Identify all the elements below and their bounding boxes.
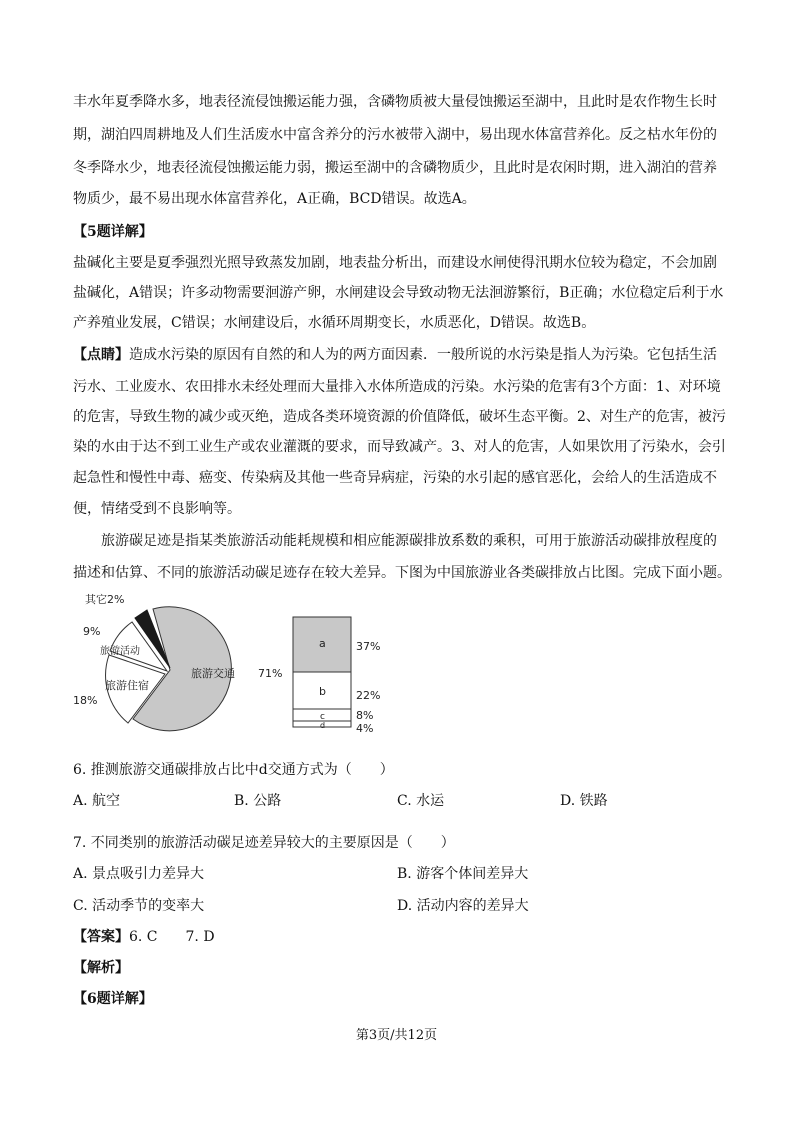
- q7-option-b: B. 游客个体间差异大: [397, 866, 529, 882]
- q5-heading: 【5题详解】: [73, 224, 153, 240]
- pie-label-activity: 旅游活动: [100, 646, 140, 657]
- bar-label-b: b: [319, 685, 326, 698]
- dianjing-label: 【点睛】: [73, 347, 129, 363]
- q7-stem: 7. 不同类别的旅游活动碳足迹差异较大的主要原因是（ ）: [73, 835, 455, 851]
- body-text-line: 起急性和慢性中毒、癌变、传染病及其他一些奇异病症，污染的水引起的感官恶化，会给人的生活造成不: [73, 470, 717, 486]
- bar-percent-d: 4%: [356, 722, 374, 735]
- pie-percent-transport: 71%: [258, 667, 283, 680]
- carbon-emission-figure: [73, 588, 403, 748]
- bar-percent-b: 22%: [356, 689, 381, 702]
- body-text-line: 便，情绪受到不良影响等。: [73, 501, 241, 517]
- q7-option-d: D. 活动内容的差异大: [397, 898, 529, 914]
- body-text-line: 冬季降水少，地表径流侵蚀搬运能力弱，搬运至湖中的含磷物质少，且此时是农闲时期，进入湖泊的营养: [73, 160, 717, 176]
- body-text-line: 期，湖泊四周耕地及人们生活废水中富含养分的污水被带入湖中，易出现水体富营养化。反之枯水年份的: [73, 127, 717, 143]
- stacked-bar: [293, 617, 380, 735]
- q6-option-d: D. 铁路: [560, 793, 608, 809]
- body-text-line: 丰水年夏季降水多，地表径流侵蚀搬运能力强，含磷物质被大量侵蚀搬运至湖中，且此时是农作物生长时: [73, 94, 717, 110]
- q6-stem: 6. 推测旅游交通碳排放占比中d交通方式为（ ）: [73, 762, 394, 778]
- q6-option-c: C. 水运: [397, 793, 445, 809]
- bar-percent-c: 8%: [356, 709, 374, 722]
- intro-text-line: 描述和估算、不同的旅游活动碳足迹存在较大差异。下图为中国旅游业各类碳排放占比图。完成下面小题。: [73, 565, 731, 581]
- pie-percent-activity: 9%: [83, 625, 101, 638]
- bar-percent-a: 37%: [356, 640, 381, 653]
- body-text-line: 盐碱化，A错误；许多动物需要洄游产卵，水闸建设会导致动物无法洄游繁衍，B正确；水位稳定后利于水: [73, 285, 724, 301]
- intro-text-line: 旅游碳足迹是指某类旅游活动能耗规模和相应能源碳排放系数的乘积，可用于旅游活动碳排放程度的: [101, 533, 717, 549]
- dianjing-paragraph-first: [73, 345, 717, 365]
- pie-percent-lodging: 18%: [73, 694, 98, 707]
- answer-line: [73, 927, 215, 947]
- analysis-label: 【解析】: [73, 960, 129, 976]
- pie-label-other: 其它2%: [85, 593, 125, 606]
- body-text-line: 产养殖业发展，C错误；水闸建设后，水循环周期变长，水质恶化，D错误。故选B。: [73, 315, 596, 331]
- bar-label-d: d: [320, 721, 326, 730]
- answer-text: 6. C 7. D: [129, 929, 215, 945]
- pie-label-transport: 旅游交通: [191, 667, 235, 680]
- q7-option-c: C. 活动季节的变率大: [73, 898, 205, 914]
- q7-option-a: A. 景点吸引力差异大: [73, 866, 205, 882]
- pie-label-lodging: 旅游住宿: [105, 679, 149, 692]
- pie-chart: [73, 593, 282, 731]
- body-text-line: 染的水由于达不到工业生产或农业灌溉的要求，而导致减产。3、对人的危害，人如果饮用了污染水，会引: [73, 439, 726, 455]
- bar-label-c: c: [320, 712, 325, 722]
- page-footer: 第3页/共12页: [355, 1028, 438, 1043]
- body-text-line: 造成水污染的原因有自然的和人为的两方面因素．一般所说的水污染是指人为污染。它包括生活: [129, 347, 717, 363]
- body-text-line: 污水、工业废水、农田排水未经处理而大量排入水体所造成的污染。水污染的危害有3个方面：1、对环境: [73, 379, 721, 395]
- answer-label: 【答案】: [73, 929, 129, 945]
- q6-option-a: A. 航空: [73, 793, 121, 809]
- body-text-line: 的危害，导致生物的减少或灭绝，造成各类环境资源的价值降低，破坏生态平衡。2、对生产的危害，被污: [73, 409, 726, 425]
- bar-label-a: a: [319, 637, 326, 650]
- body-text-line: 物质少，最不易出现水体富营养化，A正确，BCD错误。故选A。: [73, 191, 476, 207]
- q6-heading: 【6题详解】: [73, 991, 153, 1007]
- q6-option-b: B. 公路: [234, 793, 282, 809]
- body-text-line: 盐碱化主要是夏季强烈光照导致蒸发加剧，地表盐分析出，而建设水闸使得汛期水位较为稳定，不会加剧: [73, 255, 717, 271]
